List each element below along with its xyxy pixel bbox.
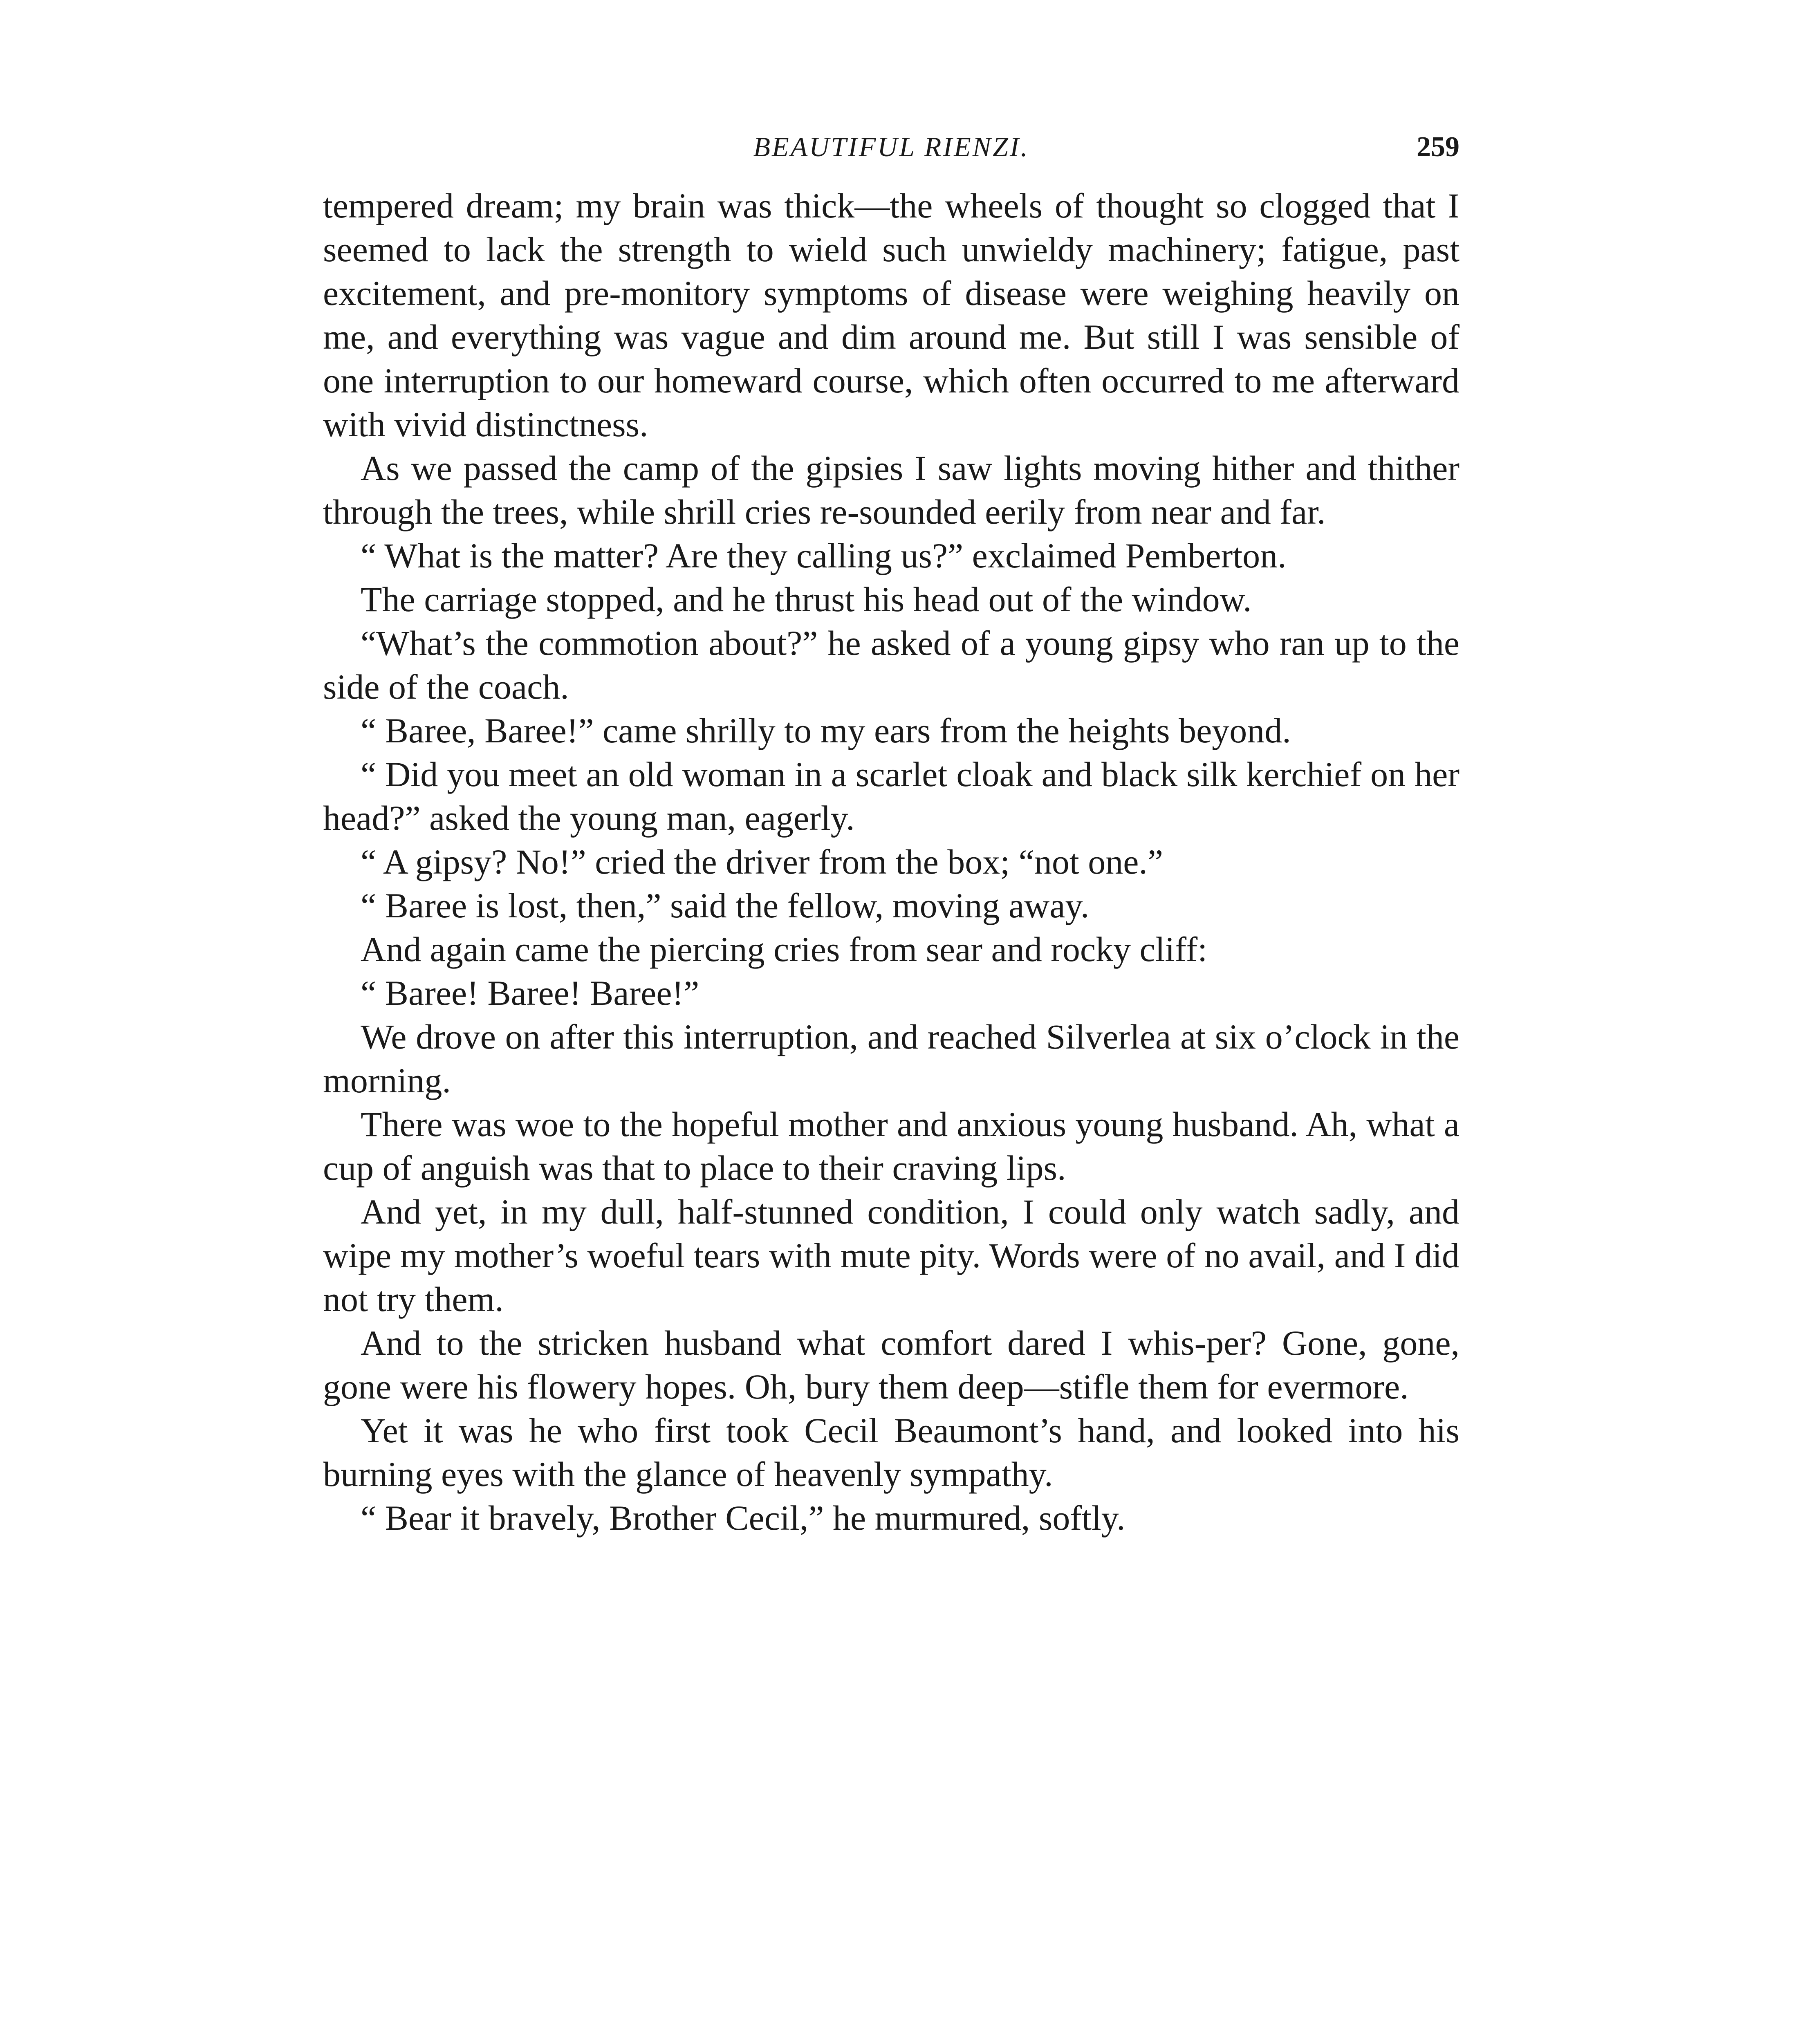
body-text <box>323 184 1459 1540</box>
paragraph: Yet it was he who first took Cecil Beaumont’s hand, and looked into his burning eyes with the glance of heavenly sympathy. <box>323 1411 1459 1494</box>
paragraph: We drove on after this interruption, and reached Silverlea at six o’clock in the morning. <box>323 1017 1459 1100</box>
book-page <box>323 123 1459 1540</box>
paragraph: “ What is the matter? Are they calling us?” exclaimed Pemberton. <box>361 536 1287 575</box>
paragraph: “ Baree, Baree!” came shrilly to my ears from the heights beyond. <box>361 711 1291 750</box>
running-title: BEAUTIFUL RIENZI. <box>753 131 1029 162</box>
paragraph: And again came the piercing cries from sear and rocky cliff: <box>361 930 1208 969</box>
paragraph: And yet, in my dull, half-stunned condition, I could only watch sadly, and wipe my mother’s woeful tears with mute pity. Words were of no avail, and I did not try them. <box>323 1192 1459 1319</box>
paragraph: And to the stricken husband what comfort dared I whis-per? Gone, gone, gone were his flowery hopes. Oh, bury them deep—stifle them for evermore. <box>323 1323 1459 1406</box>
paragraph: As we passed the camp of the gipsies I saw lights moving hither and thither through the trees, while shrill cries re-sounded eerily from near and far. <box>323 448 1459 531</box>
running-header <box>323 123 1459 184</box>
paragraph: “ Baree! Baree! Baree!” <box>361 973 699 1013</box>
paragraph: “What’s the commotion about?” he asked of a young gipsy who ran up to the side of the coach. <box>323 623 1459 706</box>
paragraph: “ Bear it bravely, Brother Cecil,” he murmured, softly. <box>361 1498 1125 1537</box>
paragraph: “ Did you meet an old woman in a scarlet cloak and black silk kerchief on her head?” asked the young man, eagerly. <box>323 755 1459 838</box>
paragraph: The carriage stopped, and he thrust his head out of the window. <box>361 580 1252 619</box>
paragraph: There was woe to the hopeful mother and anxious young husband. Ah, what a cup of anguish was that to place to their craving lips. <box>323 1105 1459 1188</box>
page-number: 259 <box>1417 131 1459 163</box>
paragraph: tempered dream; my brain was thick—the wheels of thought so clogged that I seemed to lack the strength to wield such unwieldy machinery; fatigue, past excitement, and pre-monitory symptoms of disease were weighing heavily on me, and everything was vague and dim around me. But still I was sensible of one interruption to our homeward course, which often occurred to me afterward with vivid distinctness. <box>323 186 1459 444</box>
paragraph: “ A gipsy? No!” cried the driver from the box; “not one.” <box>361 842 1164 881</box>
paragraph: “ Baree is lost, then,” said the fellow, moving away. <box>361 886 1090 925</box>
